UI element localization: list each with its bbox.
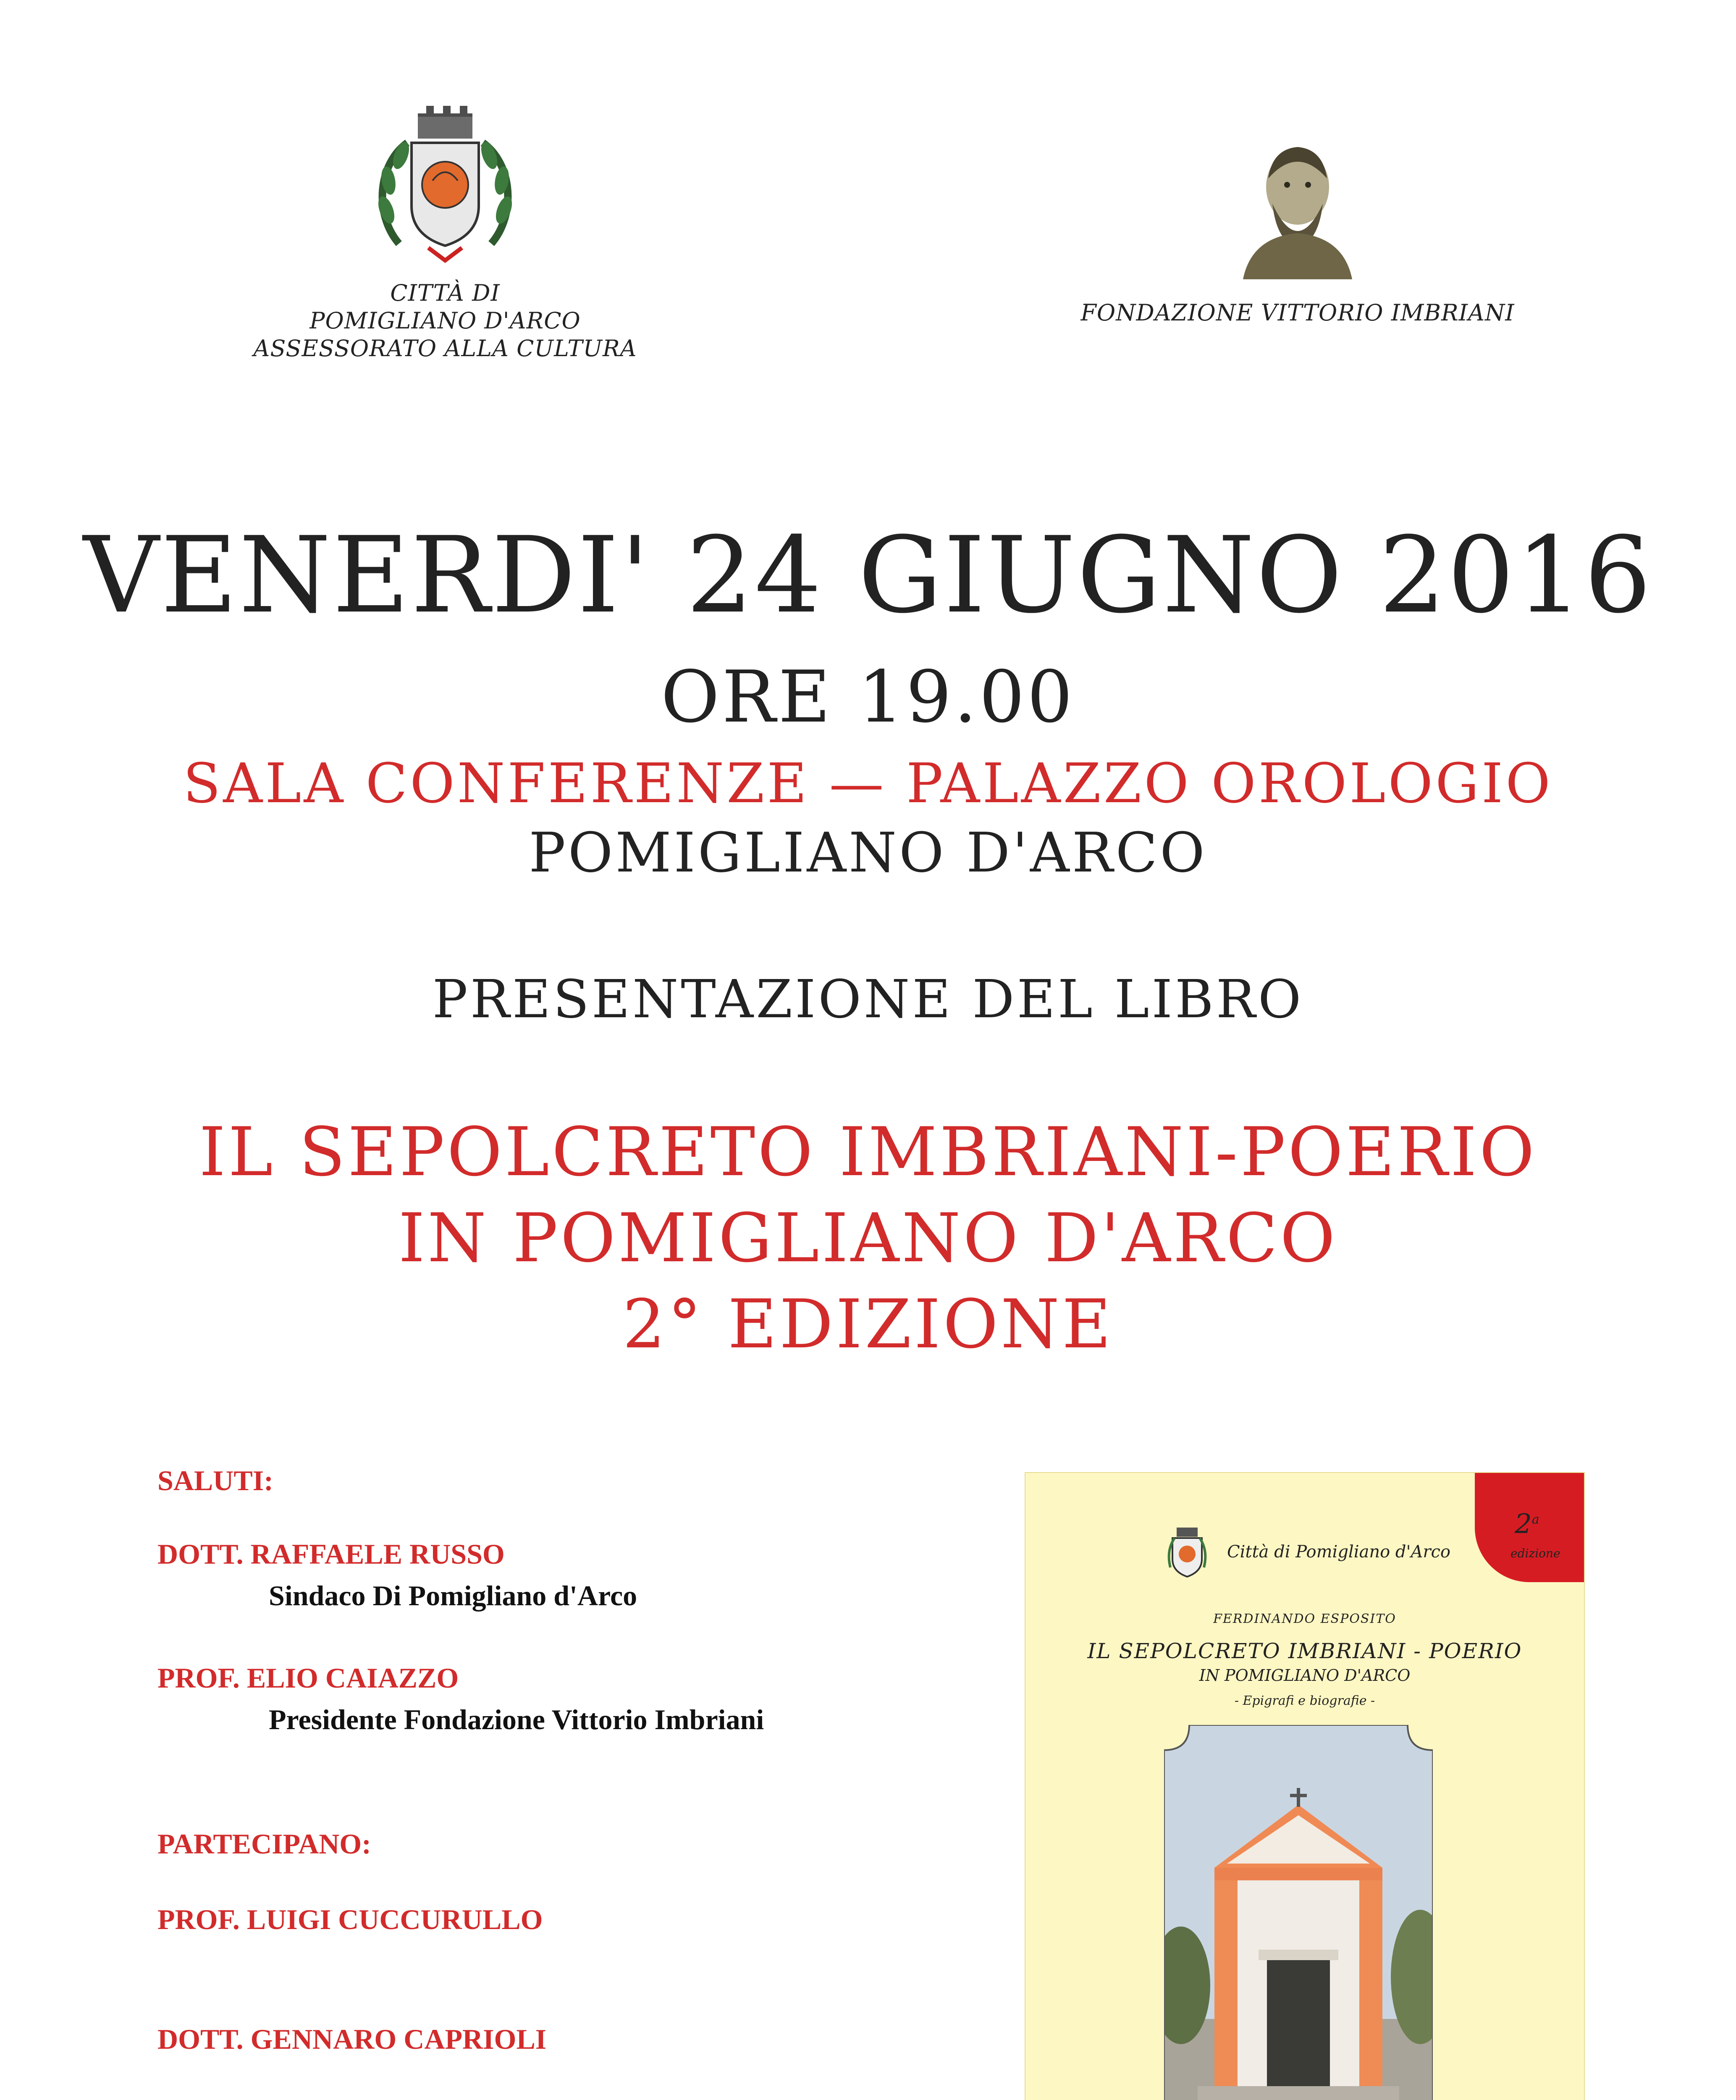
partecipano-label: PARTECIPANO:	[157, 1828, 371, 1860]
event-date: VENERDI' 24 GIUGNO 2016	[83, 514, 1653, 636]
event-town: POMIGLIANO D'ARCO	[529, 821, 1207, 885]
speaker-role: Sindaco Di Pomigliano d'Arco	[269, 1580, 637, 1612]
city-caption	[202, 279, 689, 362]
participant-name: DOTT. GENNARO CAPRIOLI	[157, 2023, 547, 2055]
participant-name: PROF. LUIGI CUCCURULLO	[157, 1903, 543, 1935]
saluti-label: SALUTI:	[157, 1465, 273, 1496]
city-crest-icon	[370, 105, 521, 265]
edition-label: edizione	[1510, 1546, 1560, 1560]
book-title-line: 2° EDIZIONE	[622, 1285, 1114, 1363]
book-title	[0, 1109, 1736, 1367]
small-crest-icon	[1164, 1525, 1210, 1580]
city-caption-line: POMIGLIANO D'ARCO	[309, 307, 581, 334]
chapel-photo	[1164, 1725, 1433, 2100]
portrait-engraving-icon	[1230, 141, 1365, 284]
cover-subtitle: - Epigrafi e biografie -	[1234, 1693, 1375, 1708]
cover-title: IL SEPOLCRETO IMBRIANI - POERIO	[1087, 1639, 1522, 1663]
event-venue: SALA CONFERENZE — PALAZZO OROLOGIO	[183, 751, 1553, 815]
book-intro: PRESENTAZIONE DEL LIBRO	[432, 969, 1304, 1030]
book-title-line: IL SEPOLCRETO IMBRIANI-POERIO	[199, 1113, 1537, 1191]
cover-author: FERDINANDO ESPOSITO	[1213, 1612, 1396, 1626]
city-caption-line: CITTÀ DI	[390, 280, 500, 306]
edition-number: 2	[1515, 1509, 1532, 1540]
event-time: ORE 19.00	[661, 656, 1075, 739]
speaker-name: PROF. ELIO CAIAZZO	[157, 1662, 459, 1694]
speaker-role: Presidente Fondazione Vittorio Imbriani	[269, 1704, 764, 1735]
cover-city-label: Città di Pomigliano d'Arco	[1227, 1542, 1451, 1562]
book-title-line: IN POMIGLIANO D'ARCO	[398, 1199, 1338, 1277]
speaker-name: DOTT. RAFFAELE RUSSO	[157, 1538, 505, 1570]
city-caption-line: ASSESSORATO ALLA CULTURA	[253, 335, 637, 362]
foundation-caption: FONDAZIONE VITTORIO IMBRIANI	[1080, 299, 1515, 326]
book-cover	[1025, 1472, 1585, 2100]
edition-badge	[1475, 1473, 1584, 1582]
cover-title-2: IN POMIGLIANO D'ARCO	[1199, 1666, 1411, 1685]
edition-sup: a	[1531, 1512, 1539, 1527]
